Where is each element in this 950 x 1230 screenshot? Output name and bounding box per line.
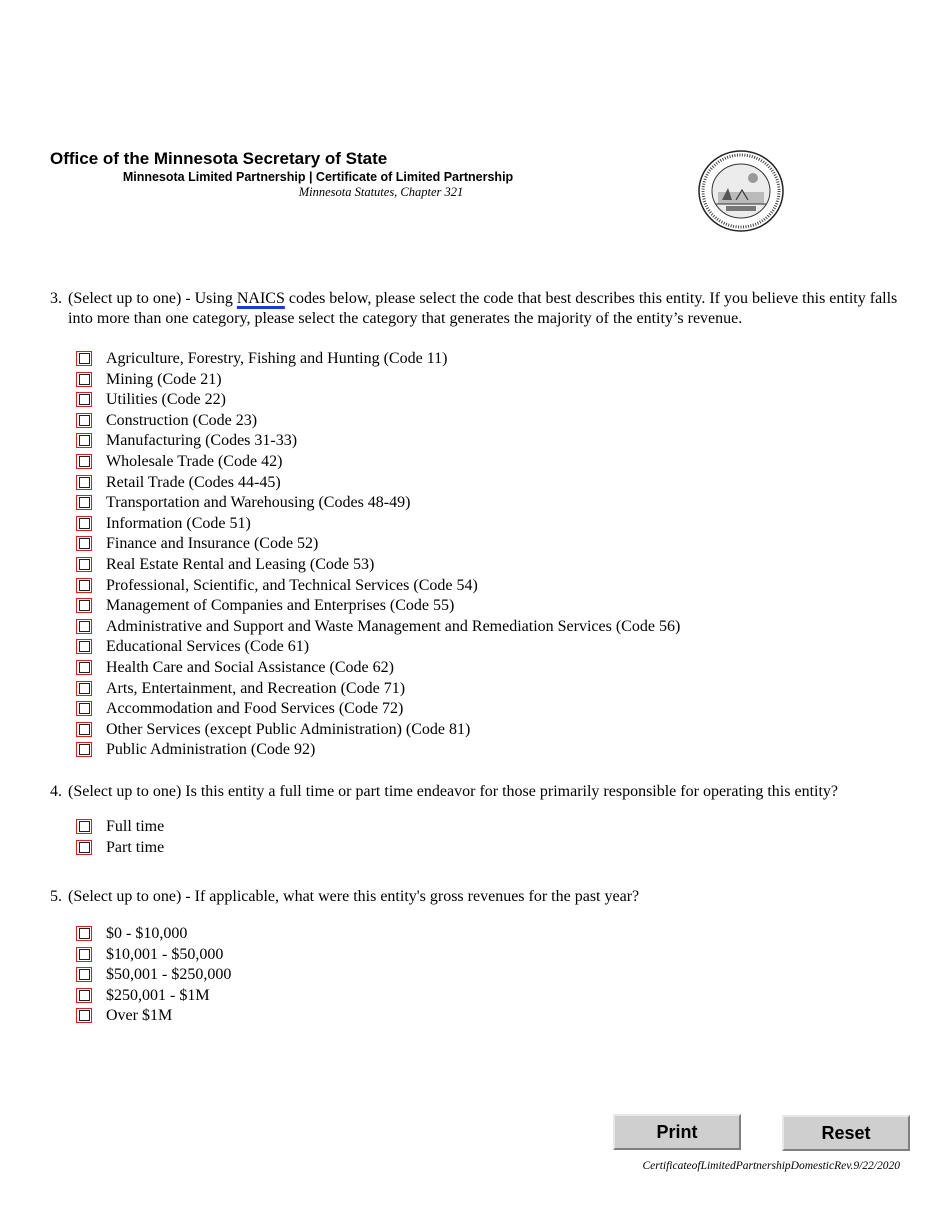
naics-link[interactable]: NAICS bbox=[236, 290, 285, 307]
option-code-31-33 bbox=[0, 431, 900, 452]
option-label: Manufacturing (Codes 31-33) bbox=[106, 432, 298, 450]
option-revenue-1 bbox=[0, 924, 900, 945]
option-code-44-45 bbox=[0, 473, 900, 494]
option-label: Part time bbox=[106, 838, 165, 856]
checkbox[interactable] bbox=[76, 967, 92, 982]
checkbox[interactable] bbox=[76, 351, 92, 366]
checkbox[interactable] bbox=[76, 639, 92, 654]
option-code-92 bbox=[0, 740, 900, 761]
option-label: Finance and Insurance (Code 52) bbox=[106, 535, 319, 553]
question-4-text: (Select up to one) Is this entity a full time or part time endeavor for those primarily responsible for operating this entity? bbox=[68, 783, 839, 800]
option-label: Professional, Scientific, and Technical Services (Code 54) bbox=[106, 576, 478, 594]
checkbox[interactable] bbox=[76, 372, 92, 387]
option-label: $50,001 - $250,000 bbox=[106, 966, 232, 983]
option-label: $250,001 - $1M bbox=[106, 986, 210, 1004]
option-label: Public Administration (Code 92) bbox=[106, 741, 316, 759]
option-label: $0 - $10,000 bbox=[106, 925, 188, 942]
checkbox[interactable] bbox=[76, 598, 92, 613]
option-code-72 bbox=[0, 699, 900, 720]
question-4 bbox=[50, 782, 900, 802]
question-3-text bbox=[68, 289, 900, 329]
checkbox[interactable] bbox=[76, 742, 92, 757]
option-label: Accommodation and Food Services (Code 72) bbox=[106, 700, 404, 718]
checkbox[interactable] bbox=[76, 413, 92, 428]
checkbox[interactable] bbox=[76, 947, 92, 962]
option-label: Utilities (Code 22) bbox=[106, 391, 226, 409]
checkbox[interactable] bbox=[76, 392, 92, 407]
checkbox[interactable] bbox=[76, 988, 92, 1003]
form-revision: CertificateofLimitedPartnershipDomesticRev.9/22/2020 bbox=[642, 1160, 900, 1172]
option-label: Health Care and Social Assistance (Code 62) bbox=[106, 659, 394, 676]
office-title: Office of the Minnesota Secretary of State bbox=[50, 149, 388, 168]
option-label: Information (Code 51) bbox=[106, 514, 251, 532]
option-revenue-3 bbox=[0, 965, 900, 986]
option-full-time bbox=[0, 817, 900, 838]
option-label: Arts, Entertainment, and Recreation (Code 71) bbox=[106, 679, 406, 697]
form-subtitle: Minnesota Limited Partnership | Certificate of Limited Partnership bbox=[122, 170, 514, 184]
option-revenue-5 bbox=[0, 1006, 900, 1027]
option-label: Management of Companies and Enterprises (Code 55) bbox=[106, 597, 455, 615]
question-5 bbox=[50, 887, 900, 907]
checkbox[interactable] bbox=[76, 495, 92, 510]
option-code-62 bbox=[0, 658, 900, 679]
option-label: Real Estate Rental and Leasing (Code 53) bbox=[106, 556, 375, 573]
option-code-54 bbox=[0, 576, 900, 597]
question-3-text-before: (Select up to one) - Using bbox=[68, 290, 237, 307]
option-label: Other Services (except Public Administration) (Code 81) bbox=[106, 720, 471, 738]
checkbox[interactable] bbox=[76, 701, 92, 716]
option-label: Retail Trade (Codes 44-45) bbox=[106, 473, 281, 491]
checkbox[interactable] bbox=[76, 536, 92, 551]
option-code-53 bbox=[0, 555, 900, 576]
option-part-time bbox=[0, 838, 900, 859]
option-code-52 bbox=[0, 534, 900, 555]
question-3-number: 3. bbox=[50, 290, 62, 307]
checkbox[interactable] bbox=[76, 660, 92, 675]
checkbox[interactable] bbox=[76, 681, 92, 696]
checkbox[interactable] bbox=[76, 619, 92, 634]
option-label: Agriculture, Forestry, Fishing and Hunting (Code 11) bbox=[106, 350, 448, 367]
option-revenue-2 bbox=[0, 945, 900, 966]
option-revenue-4 bbox=[0, 986, 900, 1007]
option-label: Transportation and Warehousing (Codes 48-49) bbox=[106, 494, 411, 512]
option-code-21 bbox=[0, 370, 900, 391]
option-label: Administrative and Support and Waste Management and Remediation Services (Code 56) bbox=[106, 617, 681, 635]
option-label: Full time bbox=[106, 818, 165, 835]
option-code-56 bbox=[0, 617, 900, 638]
option-code-22 bbox=[0, 390, 900, 411]
question-4-number: 4. bbox=[50, 783, 62, 800]
option-label: Wholesale Trade (Code 42) bbox=[106, 453, 283, 470]
checkbox[interactable] bbox=[76, 840, 92, 855]
option-label: Educational Services (Code 61) bbox=[106, 638, 310, 656]
option-code-11 bbox=[0, 349, 900, 370]
checkbox[interactable] bbox=[76, 819, 92, 834]
option-code-42 bbox=[0, 452, 900, 473]
option-code-71 bbox=[0, 679, 900, 700]
question-5-number: 5. bbox=[50, 888, 62, 905]
reset-button[interactable]: Reset bbox=[782, 1115, 910, 1151]
option-label: Mining (Code 21) bbox=[106, 370, 222, 388]
checkbox[interactable] bbox=[76, 475, 92, 490]
checkbox[interactable] bbox=[76, 722, 92, 737]
statute-reference: Minnesota Statutes, Chapter 321 bbox=[298, 185, 464, 199]
checkbox[interactable] bbox=[76, 926, 92, 941]
option-label: $10,001 - $50,000 bbox=[106, 945, 224, 963]
print-button[interactable]: Print bbox=[613, 1114, 741, 1150]
option-code-48-49 bbox=[0, 493, 900, 514]
question-5-text: (Select up to one) - If applicable, what were this entity's gross revenues for the past year? bbox=[68, 888, 640, 905]
checkbox[interactable] bbox=[76, 433, 92, 448]
option-label: Construction (Code 23) bbox=[106, 411, 258, 429]
option-label: Over $1M bbox=[106, 1007, 173, 1024]
state-seal-icon bbox=[698, 150, 784, 232]
checkbox[interactable] bbox=[76, 516, 92, 531]
question-3-text-after: codes below, please select the code that best describes this entity. If you believe this entity falls into more than one category, please select the category that generates the majority of the entity’s revenue. bbox=[68, 290, 898, 327]
checkbox[interactable] bbox=[76, 1008, 92, 1023]
question-3 bbox=[50, 289, 900, 329]
checkbox[interactable] bbox=[76, 557, 92, 572]
option-code-51 bbox=[0, 514, 900, 535]
option-code-55 bbox=[0, 596, 900, 617]
option-code-61 bbox=[0, 637, 900, 658]
option-code-23 bbox=[0, 411, 900, 432]
checkbox[interactable] bbox=[76, 454, 92, 469]
option-code-81 bbox=[0, 720, 900, 741]
checkbox[interactable] bbox=[76, 578, 92, 593]
